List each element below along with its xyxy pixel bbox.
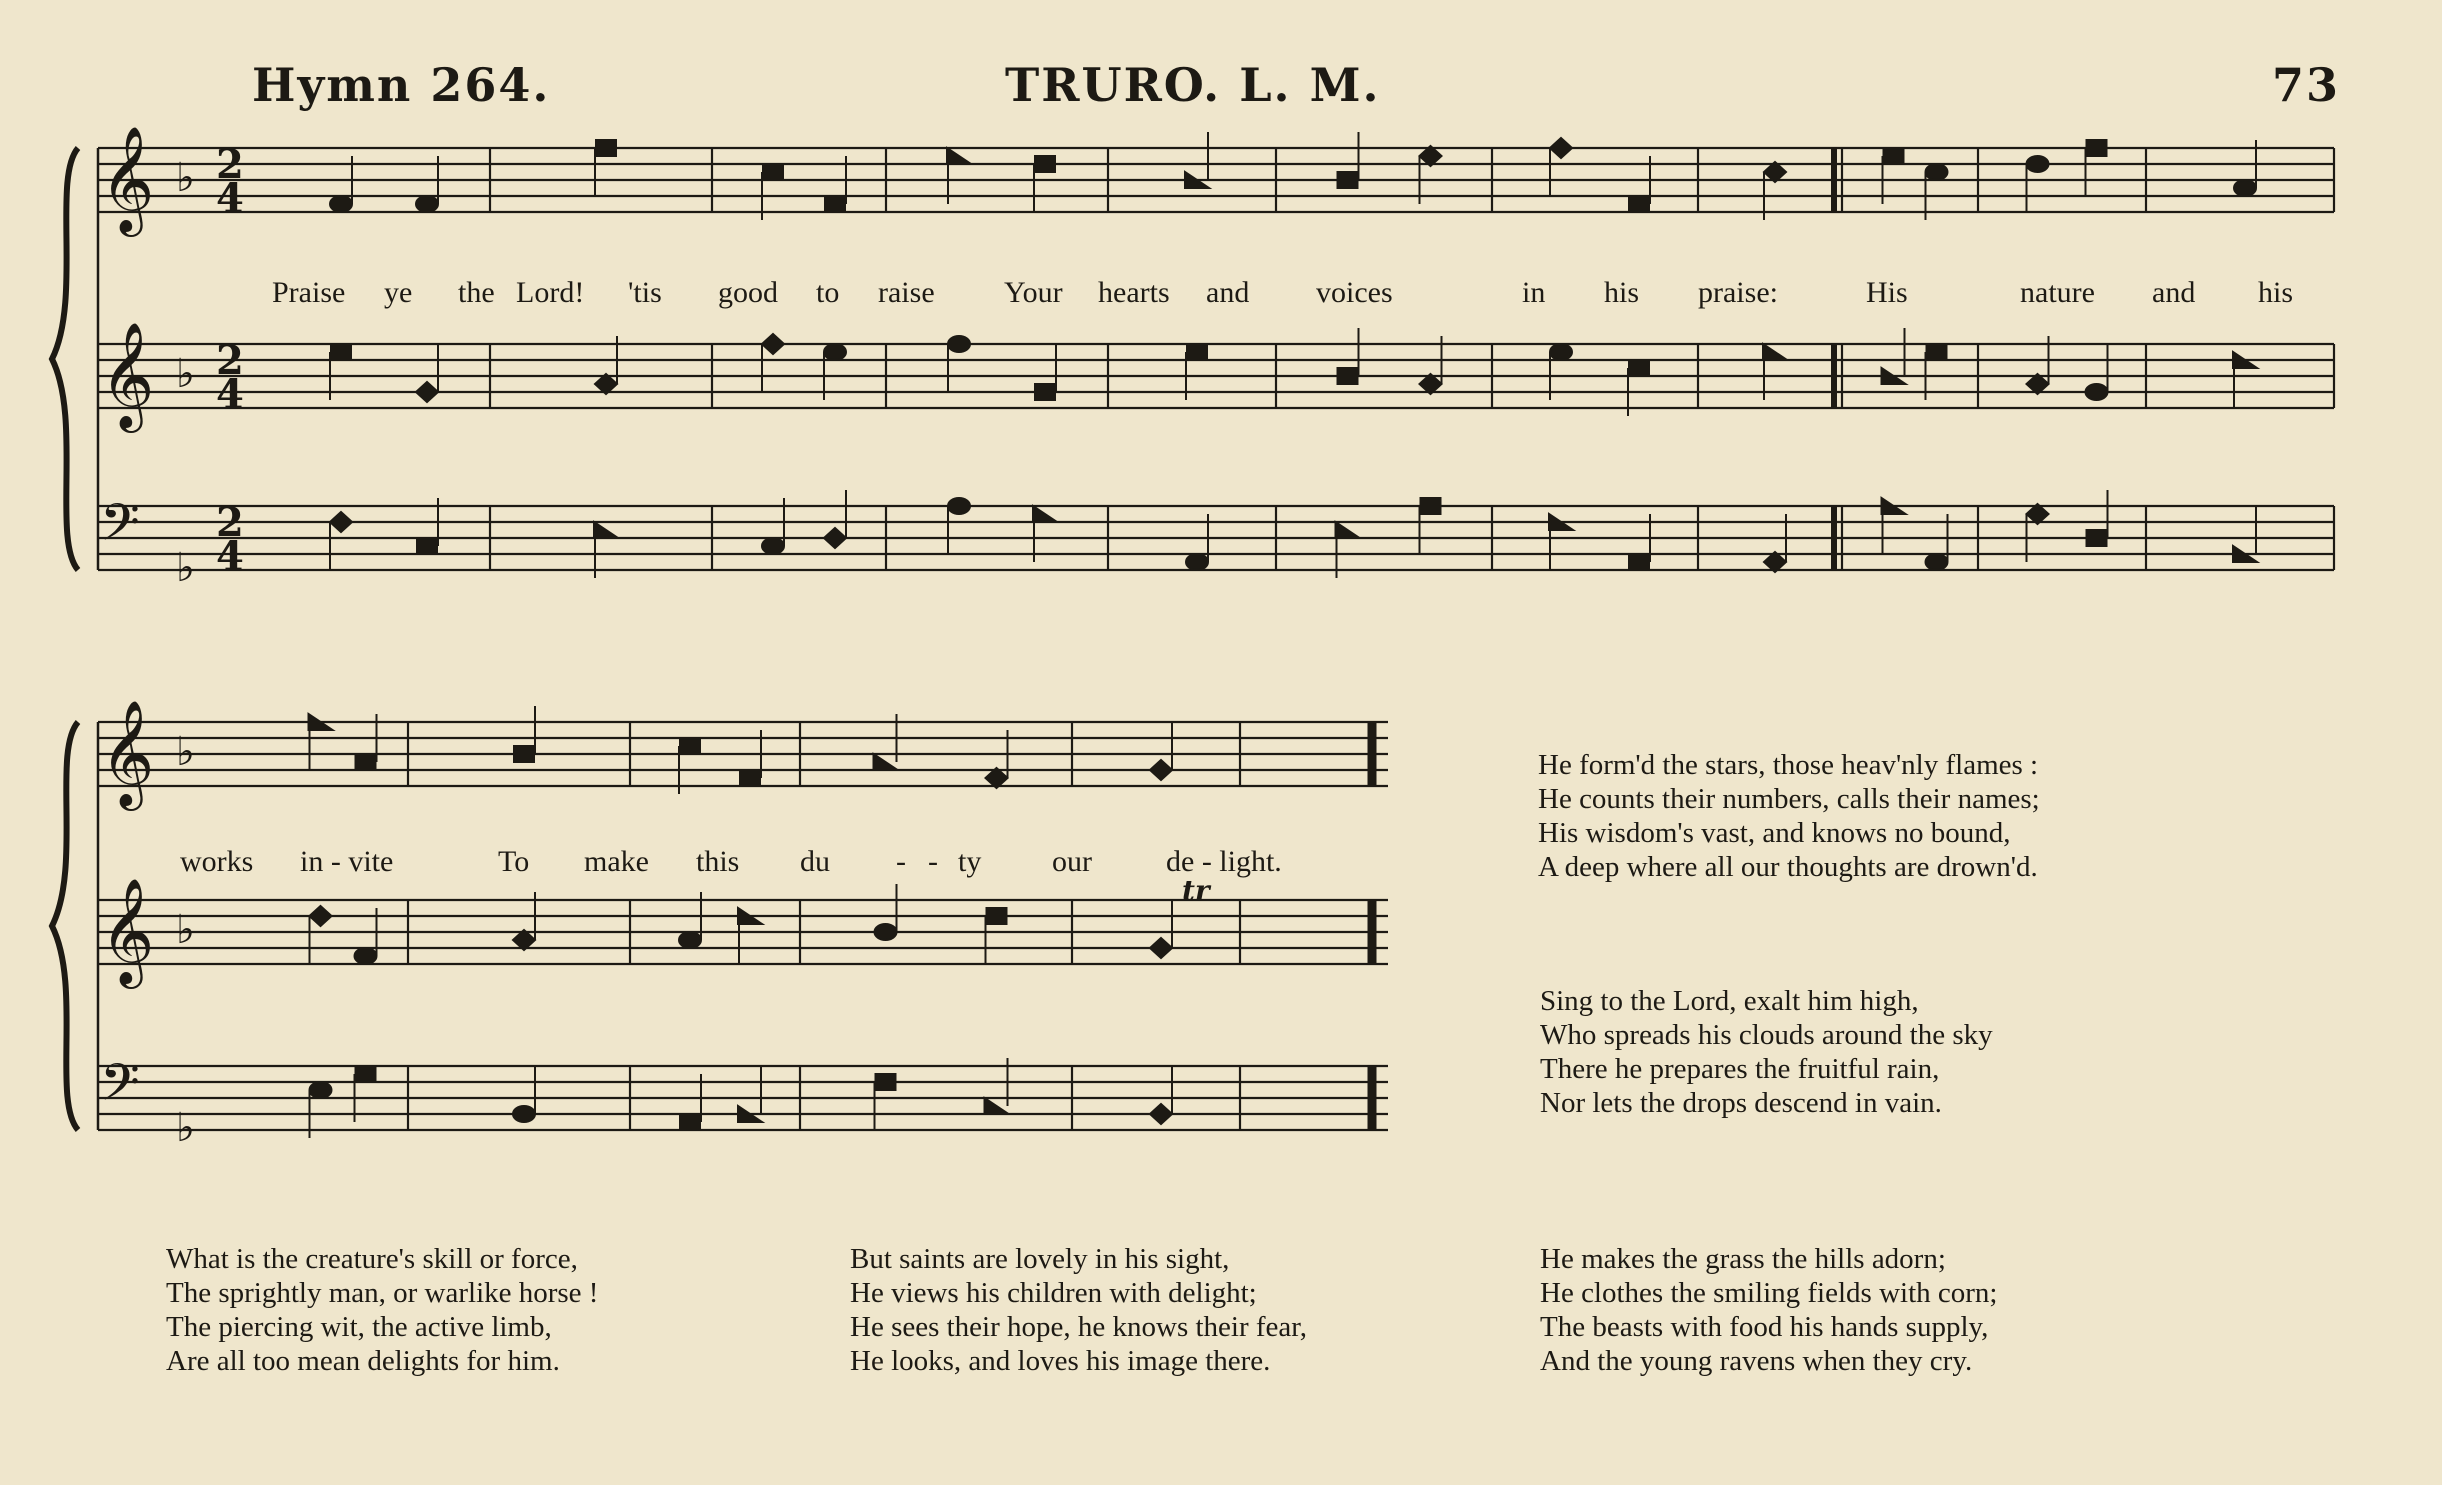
note-head-square	[356, 1066, 376, 1082]
note-head-diamond	[330, 512, 352, 532]
time-signature-bottom: 4	[216, 175, 244, 222]
note-head-diamond	[1150, 760, 1172, 780]
verse-line: He makes the grass the hills adorn;	[1540, 1243, 1946, 1275]
flat-key-signature-icon: ♭	[176, 351, 195, 397]
note-head-round	[875, 924, 897, 940]
note-head-square	[1927, 344, 1947, 360]
flat-key-signature-icon: ♭	[176, 729, 195, 775]
note-head-round	[355, 948, 377, 964]
note-head-square	[763, 164, 783, 180]
note-head-square	[1035, 384, 1055, 400]
flat-key-signature-icon: ♭	[176, 907, 195, 953]
lyric-syllable: To	[498, 845, 530, 878]
note-head-round	[416, 196, 438, 212]
verse-creature	[166, 1242, 598, 1378]
note-head-triangle	[874, 754, 898, 770]
note-head-diamond	[1550, 138, 1572, 158]
lyric-syllable: our	[1052, 845, 1092, 878]
verse-grass	[1540, 1242, 1997, 1378]
treble-clef-icon: 𝄞	[100, 321, 155, 428]
lyric-syllable: and	[2152, 276, 2196, 309]
lyric-syllable: to	[816, 276, 840, 309]
lyric-syllable: his	[1604, 276, 1640, 309]
note-head-round	[2027, 156, 2049, 172]
note-head-round	[948, 498, 970, 514]
note-head-square	[987, 908, 1007, 924]
note-head-square	[740, 770, 760, 786]
flat-key-signature-icon: ♭	[176, 545, 195, 591]
lyric-syllable: Praise	[272, 276, 346, 309]
verse-line: Sing to the Lord, exalt him high,	[1540, 985, 1919, 1017]
note-head-square	[1338, 368, 1358, 384]
verse-line: A deep where all our thoughts are drown'd.	[1538, 851, 2038, 883]
lyric-syllable: ye	[384, 276, 413, 309]
note-head-square	[1884, 148, 1904, 164]
note-head-round	[824, 344, 846, 360]
time-signature-top: 2	[216, 499, 244, 546]
note-head-diamond	[416, 382, 438, 402]
lyric-syllable: Your	[1004, 276, 1063, 309]
note-head-round	[948, 336, 970, 352]
note-head-square	[1421, 498, 1441, 514]
note-head-square	[680, 738, 700, 754]
lyric-syllable: 'tis	[628, 276, 662, 309]
lyric-syllable: -	[896, 845, 906, 878]
note-head-square	[1187, 344, 1207, 360]
lyric-syllable: his	[2258, 276, 2294, 309]
note-head-diamond	[310, 906, 332, 926]
time-signature-top: 2	[216, 141, 244, 188]
verse-line: He counts their numbers, calls their names;	[1538, 783, 2040, 815]
verse-line: He form'd the stars, those heav'nly flames :	[1538, 749, 2039, 781]
verse-saints	[850, 1242, 1307, 1378]
note-head-square	[596, 140, 616, 156]
time-signature-bottom: 4	[216, 533, 244, 580]
verse-stars	[1538, 748, 2040, 884]
lyric-syllable: ty	[958, 845, 982, 878]
verse-line: The piercing wit, the active limb,	[166, 1311, 552, 1343]
tune-title: TRURO. L. M.	[1005, 58, 1381, 112]
hymn-number: Hymn 264.	[252, 58, 551, 112]
time-signature-bottom: 4	[216, 371, 244, 418]
note-head-round	[679, 932, 701, 948]
treble-clef-icon: 𝄞	[100, 699, 155, 806]
note-head-round	[1926, 554, 1948, 570]
verse-line: He looks, and loves his image there.	[850, 1345, 1271, 1377]
verse-line: Are all too mean delights for him.	[166, 1345, 560, 1377]
lyric-syllable: hearts	[1098, 276, 1170, 309]
flat-key-signature-icon: ♭	[176, 1105, 195, 1151]
verse-line: He views his children with delight;	[850, 1277, 1257, 1309]
lyric-syllable: His	[1866, 276, 1908, 309]
note-head-square	[331, 344, 351, 360]
treble-clef-icon: 𝄞	[100, 877, 155, 984]
note-head-square	[1629, 360, 1649, 376]
bass-clef-icon: 𝄢	[100, 1052, 140, 1125]
page-number: 73	[2272, 58, 2341, 112]
note-head-square	[1629, 554, 1649, 570]
note-head-round	[1550, 344, 1572, 360]
verse-line: Who spreads his clouds around the sky	[1540, 1019, 1993, 1051]
lyric-syllable: du	[800, 845, 830, 878]
lyric-syllable: in - vite	[300, 845, 394, 878]
note-head-triangle	[1033, 506, 1057, 522]
note-head-diamond	[1150, 1104, 1172, 1124]
verse-line: He clothes the smiling fields with corn;	[1540, 1277, 1998, 1309]
note-head-round	[1186, 554, 1208, 570]
note-head-triangle	[594, 522, 618, 538]
note-head-round	[330, 196, 352, 212]
note-head-square	[2087, 140, 2107, 156]
treble-clef-icon: 𝄞	[100, 125, 155, 232]
note-head-diamond	[762, 334, 784, 354]
verse-line: His wisdom's vast, and knows no bound,	[1538, 817, 2011, 849]
lyric-syllable: this	[696, 845, 740, 878]
verse-sing	[1540, 984, 1993, 1120]
lyric-syllable: and	[1206, 276, 1250, 309]
note-head-triangle	[1336, 522, 1360, 538]
lyric-syllable: Lord!	[516, 276, 585, 309]
verse-line: The sprightly man, or warlike horse !	[166, 1277, 599, 1309]
note-head-square	[680, 1114, 700, 1130]
note-head-square	[1338, 172, 1358, 188]
lyric-syllable: nature	[2020, 276, 2095, 309]
lyric-syllable: voices	[1316, 276, 1393, 309]
time-signature-top: 2	[216, 337, 244, 384]
lyric-syllable: the	[458, 276, 495, 309]
lyric-syllable: in	[1522, 276, 1546, 309]
note-head-square	[356, 754, 376, 770]
bass-clef-icon: 𝄢	[100, 492, 140, 565]
note-head-square	[2087, 530, 2107, 546]
note-head-square	[514, 746, 534, 762]
verse-line: And the young ravens when they cry.	[1540, 1345, 1973, 1377]
note-head-triangle	[947, 148, 971, 164]
lyric-syllable: good	[718, 276, 778, 309]
note-head-round	[2086, 384, 2108, 400]
note-head-round	[310, 1082, 332, 1098]
note-head-round	[513, 1106, 535, 1122]
note-head-diamond	[1150, 938, 1172, 958]
lyric-syllable: works	[180, 845, 254, 878]
note-head-diamond	[824, 528, 846, 548]
system-brace-1	[52, 148, 78, 570]
trill-ornament: tr	[1182, 874, 1210, 907]
note-head-square	[417, 538, 437, 554]
note-head-round	[1926, 164, 1948, 180]
verse-line: He sees their hope, he knows their fear,	[850, 1311, 1308, 1343]
lyric-syllable: raise	[878, 276, 935, 309]
note-head-square	[876, 1074, 896, 1090]
verse-line: Nor lets the drops descend in vain.	[1540, 1087, 1942, 1119]
note-head-square	[1629, 196, 1649, 212]
system-brace-2	[52, 722, 78, 1130]
lyric-syllable: de - light.	[1166, 845, 1282, 878]
lyric-syllable: praise:	[1698, 276, 1778, 309]
note-head-triangle	[985, 1098, 1009, 1114]
flat-key-signature-icon: ♭	[176, 155, 195, 201]
verse-line: There he prepares the fruitful rain,	[1540, 1053, 1940, 1085]
lyric-syllable: make	[584, 845, 649, 878]
verse-line: What is the creature's skill or force,	[166, 1243, 578, 1275]
lyric-syllable: -	[928, 845, 938, 878]
note-head-round	[762, 538, 784, 554]
note-head-round	[2234, 180, 2256, 196]
note-head-square	[1035, 156, 1055, 172]
verse-line: The beasts with food his hands supply,	[1540, 1311, 1989, 1343]
note-head-square	[825, 196, 845, 212]
note-head-triangle	[1763, 344, 1787, 360]
verse-line: But saints are lovely in his sight,	[850, 1243, 1230, 1275]
